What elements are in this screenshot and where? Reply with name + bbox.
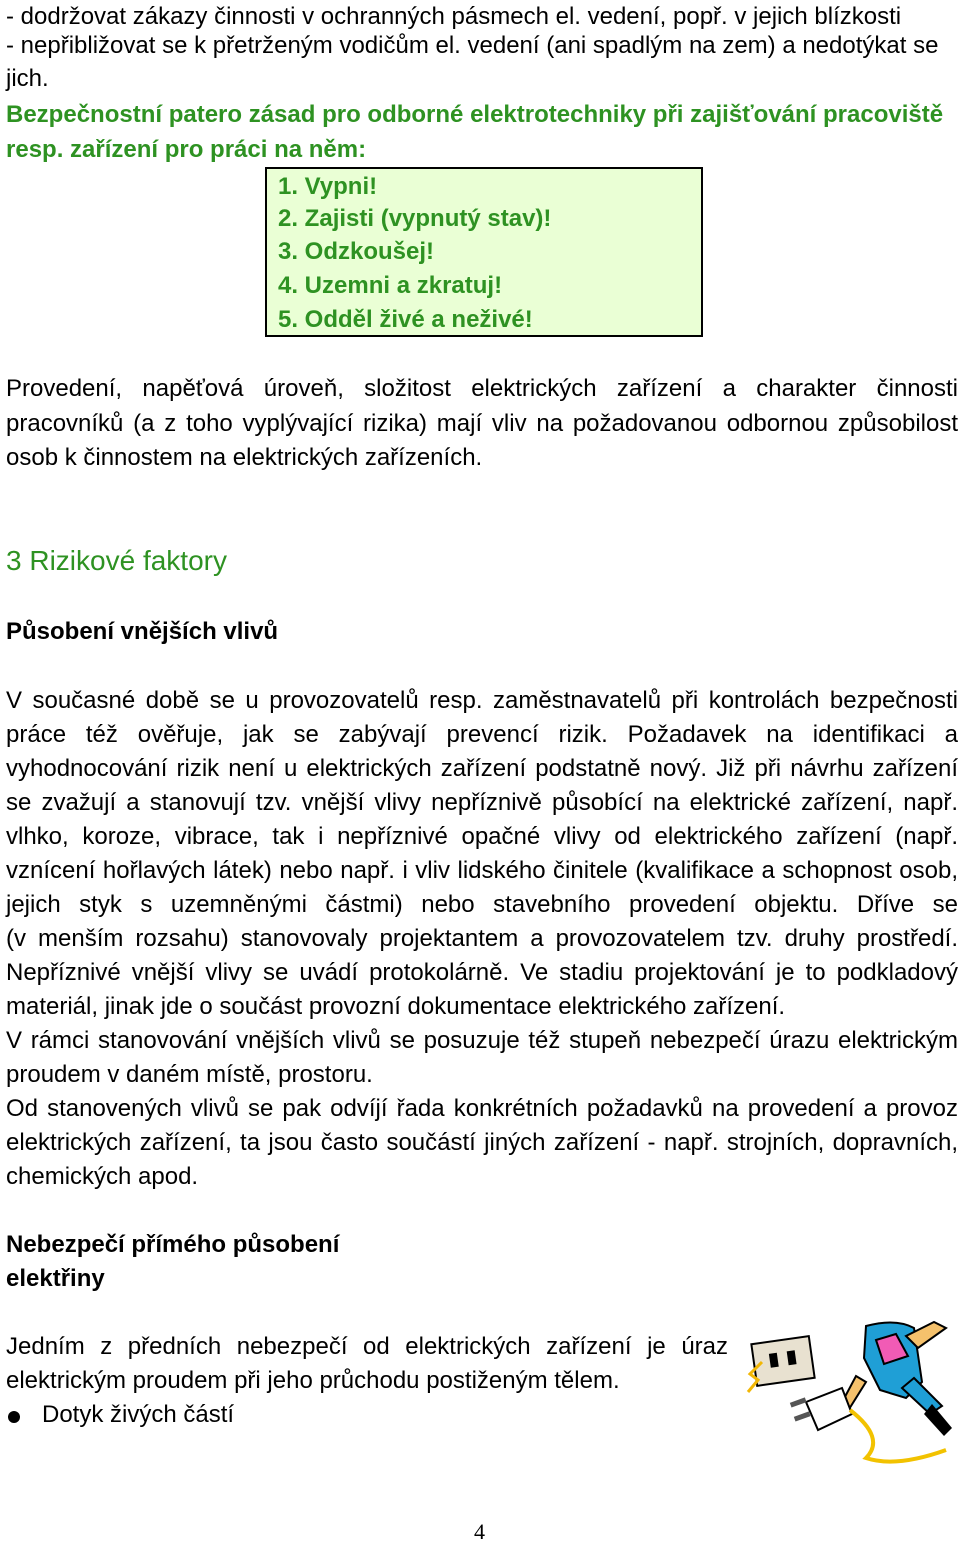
intro-line-3: jich. xyxy=(6,65,49,92)
safety-rule-5: 5. Odděl živé a neživé! xyxy=(278,306,533,333)
subheading-direct-line-2: elektřiny xyxy=(6,1265,105,1292)
requirements-line-1: Od stanovených vlivů se pak odvíjí řada konkrétních požadavků na provedení a provoz xyxy=(6,1095,958,1122)
external-line-7: jejich styk s uzemněnými částmi) nebo stavebního provedení objektu. Dříve se xyxy=(6,891,958,918)
external-line-6: vznícení hořlavých látek) nebo např. i vliv lidského činitele (kvalifikace a schopnost osob, xyxy=(6,857,958,884)
direct-line-1: Jedním z předních nebezpečí od elektrických zařízení je úraz xyxy=(6,1333,728,1360)
external-line-2: práce též ověřuje, jak se zabývají prevencí rizik. Požadavek na identifikaci a xyxy=(6,721,958,748)
safety-rule-3: 3. Odzkoušej! xyxy=(278,238,435,265)
competence-line-1: Provedení, napěťová úroveň, složitost elektrických zařízení a charakter činnosti xyxy=(6,375,958,402)
requirements-line-3: chemických apod. xyxy=(6,1163,199,1190)
external-line-1: V současné době se u provozovatelů resp. zaměstnavatelů při kontrolách bezpečnosti xyxy=(6,687,958,714)
section-heading: 3 Rizikové faktory xyxy=(6,545,227,576)
bullet-item: Dotyk živých částí xyxy=(42,1401,235,1428)
subheading-direct-line-1: Nebezpečí přímého působení xyxy=(6,1231,340,1258)
safety-rule-1: 1. Vypni! xyxy=(278,173,378,200)
safety-title-line-1: Bezpečnostní patero zásad pro odborné elektrotechniky při zajišťování pracoviště xyxy=(6,101,944,128)
external-line-10: materiál, jinak jde o součást provozní dokumentace elektrického zařízení. xyxy=(6,993,786,1020)
shock-line-2: proudem v daném místě, prostoru. xyxy=(6,1061,373,1088)
external-line-3: vyhodnocování rizik není u elektrických zařízení podstatně nový. Již při návrhu zařízení xyxy=(6,755,958,782)
external-line-8: (v menším rozsahu) stanovovaly projektantem a provozovatelem tzv. druhy prostředí. xyxy=(6,925,958,952)
safety-title-line-2: resp. zařízení pro práci na něm: xyxy=(6,136,367,163)
requirements-line-2: elektrických zařízení, ta jsou často součástí jiných zařízení - např. strojních, dopravních, xyxy=(6,1129,958,1156)
external-line-9: Nepříznivé vnější vlivy se uvádí protokolárně. Ve stadiu projektování je to podkladový xyxy=(6,959,958,986)
person-icon xyxy=(838,1322,952,1436)
intro-line-1: - dodržovat zákazy činnosti v ochranných pásmech el. vedení, popř. v jejich blízkosti xyxy=(6,3,902,30)
competence-line-2: pracovníků (a z toho vyplývající rizika) mají vliv na požadovanou odbornou způsobilost xyxy=(6,410,958,437)
direct-line-2: elektrickým proudem při jeho průchodu postiženým tělem. xyxy=(6,1367,620,1394)
intro-line-2: - nepřibližovat se k přetrženým vodičům el. vedení (ani spadlým na zem) a nedotýkat se xyxy=(6,32,939,59)
shock-line-1: V rámci stanovování vnějších vlivů se posuzuje též stupeň nebezpečí úrazu elektrickým xyxy=(6,1027,958,1054)
safety-rule-2: 2. Zajisti (vypnutý stav)! xyxy=(278,205,552,232)
safety-rule-4: 4. Uzemni a zkratuj! xyxy=(278,272,503,299)
page-number: 4 xyxy=(474,1519,485,1544)
electric-shock-clipart xyxy=(746,1318,956,1473)
bullet-dot xyxy=(8,1411,20,1423)
wall-socket-icon xyxy=(748,1336,815,1392)
safety-rules-box xyxy=(265,167,703,337)
competence-line-3: osob k činnostem na elektrických zařízeních. xyxy=(6,444,483,471)
external-line-4: se zvažují a stanovují tzv. vnější vlivy nepříznivě působící na elektrické zařízení, např. xyxy=(6,789,958,816)
external-line-5: vlhko, koroze, vibrace, tak i nepříznivé opačné vlivy od elektrického zařízení (např. xyxy=(6,823,958,850)
subheading-external-influences: Působení vnějších vlivů xyxy=(6,618,279,645)
